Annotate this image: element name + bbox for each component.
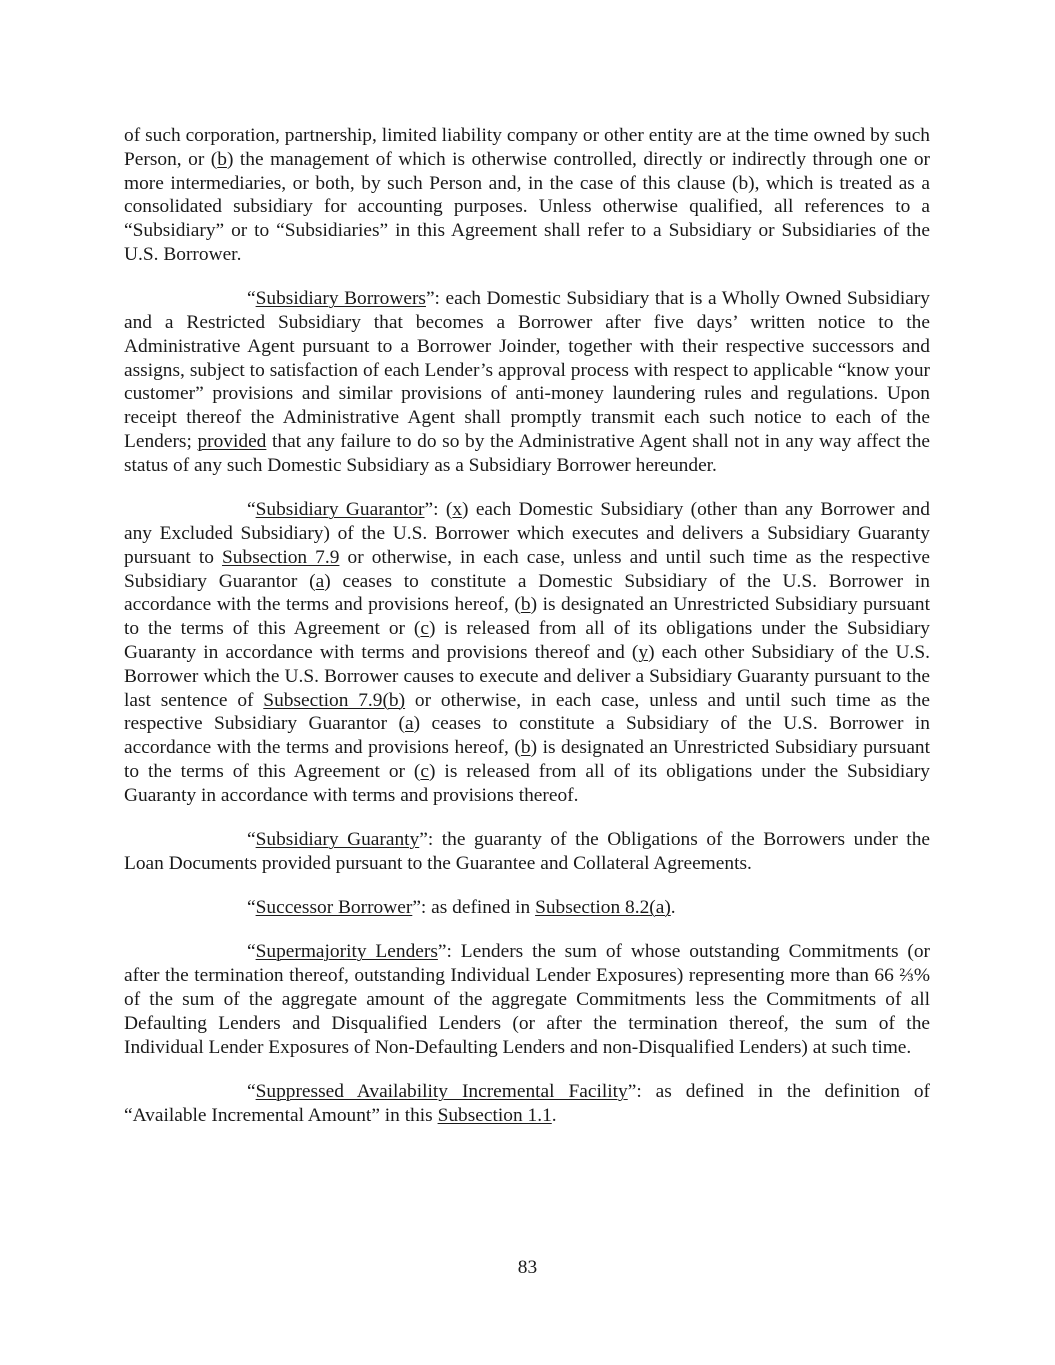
paragraph-subsidiary-borrowers [124, 287, 930, 477]
paragraph-subsidiary-guaranty [124, 828, 930, 876]
underlined-term: c [420, 618, 430, 640]
paragraph-text: ) ceases to constitute a Subsidiary of the U.S. Borrower in accordance with the terms and provisions hereof, ( [124, 713, 931, 759]
paragraph-text: ) is released from all of its obligations under the Subsidiary Guaranty in accordance with terms and provisions thereof and ( [124, 618, 930, 663]
underlined-term: x [452, 499, 463, 521]
underlined-term: y [638, 641, 649, 663]
document-body [124, 124, 930, 1148]
underlined-term: b [520, 737, 531, 759]
paragraph-text: ”: the guaranty of the Obligations of the Borrowers under the Loan Documents provided pursuant to the Guarantee and Collateral Agreements. [124, 829, 930, 874]
paragraph-supermajority-lenders [124, 940, 930, 1059]
paragraph-suppressed-availability [124, 1080, 930, 1128]
paragraph-subsidiary-continued [124, 124, 930, 267]
underlined-term: a [315, 570, 325, 592]
underlined-term: Subsection 1.1 [437, 1104, 552, 1126]
paragraph-subsidiary-guarantor [124, 498, 930, 807]
underlined-term: a [405, 713, 414, 735]
paragraph-text: that any failure to do so by the Administrative Agent shall not in any way affect the status of any such Domestic Subsidiary as a Subsidiary Borrower hereunder. [124, 431, 930, 476]
underlined-term: Subsidiary Borrowers [255, 288, 426, 310]
paragraph-text: ”: each Domestic Subsidiary that is a Wholly Owned Subsidiary and a Restricted Subsidiary that becomes a Borrower after five days’ written notice to the Administrative Agent pursuant to a Borrower Joinder, together with their respective successors and assigns, subject to satisfaction of each Lender’s approval process with respect to applicable “know your customer” provisions and similar provisions of anti-money laundering rules and regulations. Upon receipt thereof the Administrative Agent shall promptly transmit each such notice to each of the Lenders; [124, 288, 930, 453]
paragraph-text: ”: as defined in [412, 897, 536, 919]
paragraph-text: ) is released from all of its obligations under the Subsidiary Guaranty in accordance with terms and provisions thereof. [124, 760, 930, 806]
paragraph-text: ”: Lenders the sum of whose outstanding Commitments (or after the termination thereof, outstanding Individual Lender Exposures) representing more than 66 ⅔% of the sum of the aggregate amount of the aggregate Commitments less the Commitments of all Defaulting Lenders and Disqualified Lenders (or after the termination thereof, the sum of the Individual Lender Exposures of Non-Defaulting Lenders and non-Disqualified Lenders) at such time. [124, 941, 930, 1058]
paragraph-text: of such corporation, partnership, limited liability company or other entity are at the time owned by such Person, or ( [124, 125, 930, 170]
paragraph-text: . [670, 897, 676, 919]
underlined-term: Successor Borrower [255, 897, 413, 919]
page-number: 83 [517, 1257, 538, 1278]
paragraph-text: “ [247, 829, 256, 851]
paragraph-text: ) the management of which is otherwise controlled, directly or indirectly through one or more intermediaries, or both, by such Person and, in the case of this clause (b), which is treated as a consolidated subsidiary for accounting purposes. Unless otherwise qualified, all references to a “Subsidiary” or to “Subsidiaries” in this Agreement shall refer to a Subsidiary or Subsidiaries of the U.S. Borrower. [124, 148, 931, 265]
paragraph-text: “ [247, 499, 256, 521]
underlined-term: b [520, 594, 531, 616]
paragraph-text: ”: as defined in the definition of “Available Incremental Amount” in this [124, 1080, 930, 1126]
paragraph-text: or otherwise, in each case, unless and until such time as the respective Subsidiary Guarantor ( [124, 546, 931, 592]
underlined-term: provided [197, 431, 267, 453]
paragraph-successor-borrower [124, 896, 930, 920]
paragraph-text: or otherwise, in each case, unless and until such time as the respective Subsidiary Guarantor ( [124, 689, 931, 735]
underlined-term: Subsection 8.2(a) [535, 897, 671, 919]
paragraph-text: . [551, 1104, 557, 1126]
paragraph-text: “ [247, 897, 256, 919]
paragraph-text: ) is designated an Unrestricted Subsidiary pursuant to the terms of this Agreement or ( [124, 594, 931, 640]
underlined-term: Subsection 7.9(b) [263, 689, 406, 711]
underlined-term: c [420, 760, 430, 782]
underlined-term: b [217, 148, 227, 170]
paragraph-text: ) is designated an Unrestricted Subsidiary pursuant to the terms of this Agreement or ( [124, 737, 931, 782]
paragraph-text: ) each other Subsidiary of the U.S. Borrower which the U.S. Borrower causes to execute and deliver a Subsidiary Guaranty pursuant to the last sentence of [124, 641, 930, 711]
paragraph-text: ) each Domestic Subsidiary (other than any Borrower and any Excluded Subsidiary) of the U.S. Borrower which executes and delivers a Subsidiary Guaranty pursuant to [124, 499, 930, 568]
paragraph-text: “ [247, 1080, 256, 1102]
underlined-term: Supermajority Lenders [255, 941, 438, 963]
paragraph-text: “ [247, 288, 256, 310]
underlined-term: Subsidiary Guarantor [255, 499, 425, 521]
paragraph-text: “ [247, 941, 256, 963]
underlined-term: Suppressed Availability Incremental Facility [255, 1080, 628, 1102]
underlined-term: Subsidiary Guaranty [255, 829, 420, 851]
paragraph-text: ”: ( [424, 499, 453, 521]
underlined-term: Subsection 7.9 [222, 546, 340, 568]
paragraph-text: ) ceases to constitute a Domestic Subsidiary of the U.S. Borrower in accordance with the terms and provisions hereof, ( [124, 570, 930, 616]
